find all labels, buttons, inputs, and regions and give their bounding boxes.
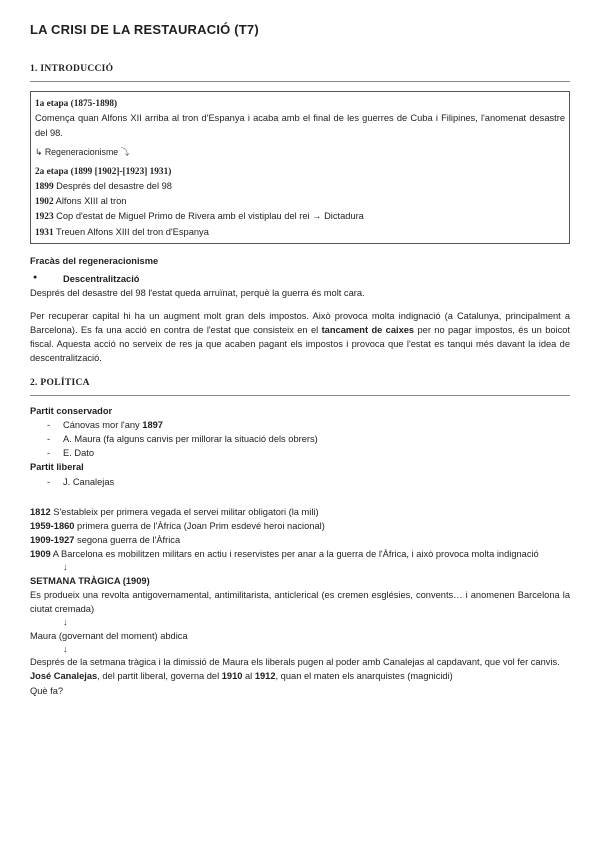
timeline-line: [30, 505, 570, 519]
page-title: LA CRISI DE LA RESTAURACIÓ (T7): [30, 22, 259, 37]
stage2-title: 2a etapa (1899 [1902]-[1923] 1931): [35, 167, 172, 178]
section-heading-politica: 2. POLÍTICA: [30, 378, 570, 396]
list-item: - J. Canalejas: [30, 475, 570, 489]
question-line: Què fa?: [30, 685, 64, 696]
list-item: - E. Dato: [30, 446, 570, 460]
timeline-line: [30, 533, 570, 547]
event-year: 1931: [35, 227, 54, 238]
timeline-year: 1959-1860: [30, 520, 75, 531]
event-year: 1902: [35, 197, 54, 208]
list-item: [30, 418, 570, 432]
paragraph-impostos: [30, 309, 570, 366]
section-heading-introduccio: 1. INTRODUCCIÓ: [30, 64, 570, 82]
timeline-line: [30, 519, 570, 533]
event-year: 1899: [35, 182, 54, 193]
setmana-tragica-title: SETMANA TRÀGICA (1909): [30, 575, 150, 586]
text-fragment: Per recuperar capital hi ha un augment molt gran dels impostos. Això provoca molta indignació (a Catalunya, principalment a Barcelona). Es fa una acció en contra de l'estat que consisteix en el: [30, 311, 570, 336]
canalejas-line: [30, 669, 570, 683]
bullet-list: [30, 272, 570, 286]
paragraph-desastre: Després del desastre del 98 l'estat queda arruïnat, perquè la guerra és molt cara.: [30, 287, 365, 298]
event-text: Treuen Alfons XIII del tron d'Espanya: [53, 226, 209, 237]
year-1910: 1910: [221, 671, 243, 682]
event-line: [35, 209, 565, 224]
timeline-year: 1909: [30, 549, 51, 560]
text-fragment: , del partit liberal, governa del: [97, 671, 222, 682]
canalejas-name: José Canalejas: [30, 671, 98, 682]
down-arrow-icon: ↓: [63, 643, 68, 654]
timeline-text: S'estableix per primera vegada el servei militar obligatori (la mili): [50, 506, 319, 517]
text-fragment: per no pagar impostos, és un boicot fiscal. Aquesta acció no serveix de res ja que acaben pagant els impostos i provoca que l'estat es tanqui més davant la idea de descentralització.: [30, 325, 570, 364]
regeneracionisme-note: ↳ Regeneracionisme ⤵: [35, 146, 130, 157]
timeline-text: A Barcelona es mobilitzen militars en actiu i reservistes per anar a la guerra de l'Àfrica, i això provoca molta indignació: [50, 549, 539, 560]
stage1-title: 1a etapa (1875-1898): [35, 99, 118, 110]
list-item: - A. Maura (fa alguns canvis per millorar la situació dels obrers): [30, 432, 570, 446]
subheading-partit-liberal: Partit liberal: [30, 462, 84, 473]
event-line: [35, 179, 565, 194]
text-bold-fragment: tancament de caixes: [321, 325, 415, 336]
stages-box: [30, 91, 570, 243]
timeline-year: 1812: [30, 506, 51, 517]
timeline-text: segona guerra de l'Àfrica: [74, 534, 181, 545]
bullet-descentralitzacio: ● Descentralització: [30, 272, 570, 286]
maura-abdica: Maura (governant del moment) abdica: [30, 630, 188, 641]
document-page: [30, 22, 570, 698]
subheading-partit-conservador: Partit conservador: [30, 405, 113, 416]
conservador-list: [30, 418, 570, 460]
subheading-fracas: Fracàs del regeneracionisme: [30, 255, 159, 266]
event-text: Alfons XIII al tron: [53, 196, 127, 207]
timeline-line: [30, 547, 570, 561]
event-year: 1923: [35, 212, 54, 223]
event-line: [35, 194, 565, 209]
stage1-text: Comença quan Alfons XII arriba al tron d'Espanya i acaba amb el final de les guerres de Cuba i Filipines, l'anomenat desastre del 98.: [35, 113, 565, 138]
paragraph-liberals: Després de la setmana tràgica i la dimissió de Maura els liberals pugen al poder amb Canalejas al capdavant, que vol fer canvis.: [30, 657, 560, 668]
text-fragment: al: [242, 671, 255, 682]
timeline-year: 1909-1927: [30, 534, 75, 545]
event-text: Després del desastre del 98: [53, 181, 172, 192]
item-text: Cánovas mor l'any: [63, 420, 143, 431]
event-line: [35, 225, 565, 240]
down-arrow-icon: ↓: [63, 562, 68, 573]
event-text: Cop d'estat de Miguel Primo de Rivera amb el vistiplau del rei → Dictadura: [53, 211, 364, 222]
down-arrow-icon: ↓: [63, 617, 68, 628]
timeline-text: primera guerra de l'Àfrica (Joan Prim esdevé heroi nacional): [74, 520, 325, 531]
setmana-tragica-text: Es produeix una revolta antigovernamental, antimilitarista, anticlerical (es cremen esglésies, convents… i anomenen Barcelona la ciutat cremada): [30, 589, 570, 614]
text-fragment: , quan el maten els anarquistes (magnicidi): [275, 671, 453, 682]
item-year: 1897: [142, 420, 163, 431]
year-1912: 1912: [254, 671, 276, 682]
liberal-list: [30, 475, 570, 489]
